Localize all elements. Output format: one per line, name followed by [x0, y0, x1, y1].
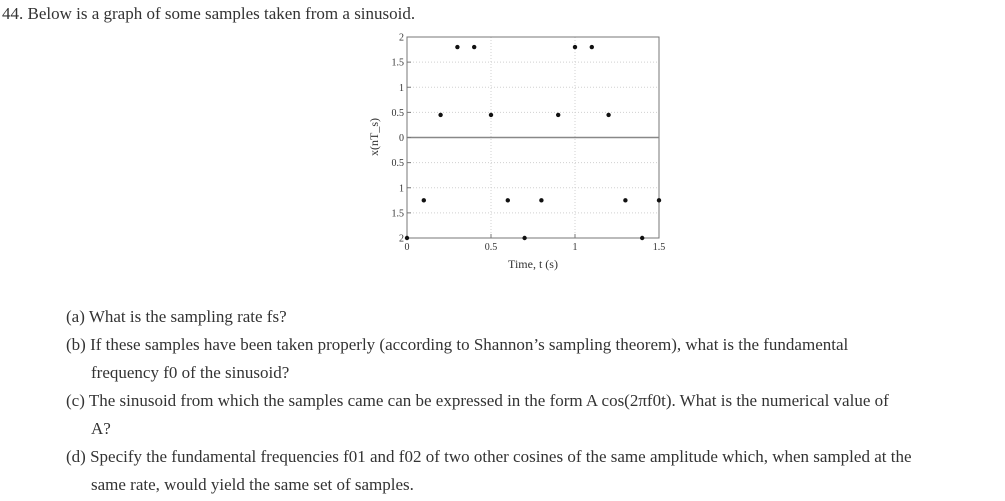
y-tick-label: 0.5: [391, 158, 404, 170]
sample-point: [405, 236, 409, 240]
question-b-label: (b): [66, 335, 86, 354]
x-tick-label: 1: [572, 242, 578, 253]
sample-point: [623, 198, 627, 202]
sample-point: [657, 198, 661, 202]
sample-point: [573, 45, 577, 49]
x-tick-label: 0.5: [484, 242, 498, 253]
sample-point: [455, 45, 459, 49]
question-d-line1: Specify the fundamental frequencies f01 and f02 of two other cosines of the same amplitude which, when sampled at the: [90, 447, 912, 466]
question-c-label: (c): [66, 391, 85, 410]
sample-point: [590, 45, 594, 49]
question-d: [66, 443, 1002, 499]
y-tick-label: 1.5: [391, 57, 404, 69]
y-axis-label: x(nT_s): [367, 118, 381, 156]
y-tick-label: 1.5: [391, 208, 404, 220]
question-a: [66, 303, 1002, 331]
question-b-line1: If these samples have been taken properly (according to Shannon’s sampling theorem), what is the fundamental: [90, 335, 849, 354]
sample-point: [522, 236, 526, 240]
y-tick-label: 0: [399, 133, 404, 144]
sample-point: [640, 236, 644, 240]
question-c-line1: The sinusoid from which the samples came can be expressed in the form A cos(2πf0t). What is the numerical value of: [88, 391, 889, 410]
y-tick-labels: [392, 33, 412, 245]
y-tick-label: 1: [399, 183, 404, 195]
sample-point: [506, 198, 510, 202]
question-a-label: (a): [66, 307, 85, 326]
y-tick-label: 2: [399, 32, 404, 44]
y-tick-label: 0.5: [391, 107, 404, 119]
sample-point: [556, 113, 560, 117]
y-tick-label: 2: [399, 233, 404, 245]
question-b: [66, 331, 1002, 387]
sample-point: [438, 113, 442, 117]
problem-heading: 44. Below is a graph of some samples taken from a sinusoid.: [2, 4, 416, 23]
question-c: [66, 387, 1002, 443]
question-c-line2: A?: [91, 419, 111, 438]
sample-point: [606, 113, 610, 117]
question-d-label: (d): [66, 447, 86, 466]
question-d-line2: same rate, would yield the same set of samples.: [91, 475, 414, 494]
sample-point: [489, 113, 493, 117]
x-tick-label: 1.5: [652, 242, 666, 253]
question-a-text: What is the sampling rate fs?: [88, 307, 287, 326]
sample-point: [422, 198, 426, 202]
sample-point: [539, 198, 543, 202]
x-tick-label: 0: [404, 242, 410, 253]
sample-plot: [330, 28, 670, 278]
sample-points: [405, 45, 661, 240]
sample-point: [472, 45, 476, 49]
y-tick-label: 1: [399, 82, 404, 94]
x-tick-labels: [405, 234, 666, 253]
x-axis-label: Time, t (s): [508, 257, 558, 271]
question-b-line2: frequency f0 of the sinusoid?: [91, 363, 290, 382]
